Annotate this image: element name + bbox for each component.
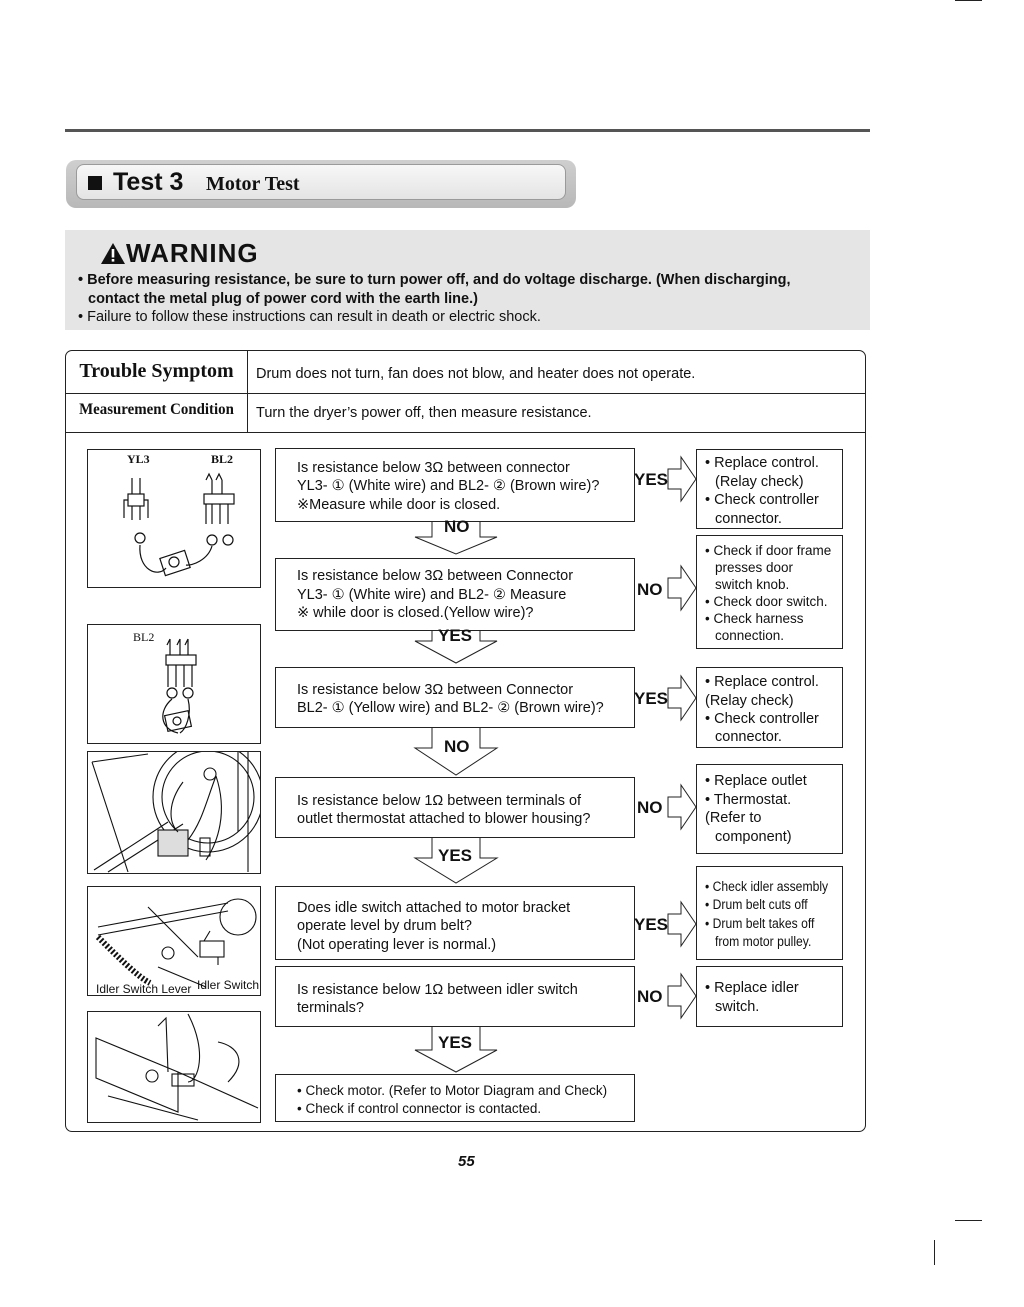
question-4-line-2: outlet thermostat attached to blower housing? — [297, 811, 591, 827]
yl3-label: YL3 — [127, 452, 150, 466]
result-4-line-2: • Thermostat. — [705, 792, 792, 808]
question-2-line-1: Is resistance below 3Ω between Connector — [297, 568, 574, 584]
result-1-line-3: • Check controller — [705, 492, 819, 508]
question-6-line-2: terminals? — [297, 1000, 364, 1016]
question-5-line-1: Does idle switch attached to motor bracket — [297, 900, 571, 916]
warning-title-text: WARNING — [126, 238, 259, 268]
answer-yes: YES — [438, 1033, 473, 1052]
idler-switch-label: Idler Switch — [197, 978, 260, 992]
question-1-line-2: YL3- ① (White wire) and BL2- ② (Brown wire)? — [297, 478, 600, 494]
result-4-line-1: • Replace outlet — [705, 773, 807, 789]
warning-line-1: • Before measuring resistance, be sure to turn power off, and do voltage discharge. (When discharging, — [78, 272, 791, 288]
measurement-condition-value: Turn the dryer’s power off, then measure resistance. — [256, 405, 592, 421]
page-number: 55 — [458, 1153, 475, 1170]
question-2-line-2: YL3- ① (White wire) and BL2- ② Measure — [297, 587, 567, 603]
answer-no: NO — [637, 798, 663, 817]
result-5-line-2: • Drum belt cuts off — [705, 897, 808, 912]
right-arrow-icon — [668, 785, 696, 829]
measurement-condition-label: Measurement Condition — [79, 401, 234, 418]
answer-no: NO — [444, 737, 470, 756]
trouble-symptom-value: Drum does not turn, fan does not blow, and heater does not operate. — [256, 366, 696, 382]
answer-yes: YES — [438, 626, 473, 645]
question-1-line-1: Is resistance below 3Ω between connector — [297, 460, 570, 476]
answer-yes: YES — [438, 846, 473, 865]
question-3-line-1: Is resistance below 3Ω between Connector — [297, 682, 574, 698]
trouble-symptom-label: Trouble Symptom — [79, 360, 234, 382]
result-4-line-3: (Refer to — [705, 810, 762, 826]
question-4-line-1: Is resistance below 1Ω between terminals of — [297, 793, 582, 809]
right-arrow-icon — [668, 457, 696, 501]
answer-no: NO — [444, 517, 470, 536]
result-2-line-5: • Check harness — [705, 611, 804, 626]
final-action-line-2: • Check if control connector is contacted. — [297, 1101, 542, 1116]
result-6-line-1: • Replace idler — [705, 980, 799, 996]
result-1-line-1: • Replace control. — [705, 455, 819, 471]
right-arrow-icon — [668, 974, 696, 1018]
warning-line-3: • Failure to follow these instructions can result in death or electric shock. — [78, 309, 541, 325]
test-name: Motor Test — [206, 173, 300, 195]
question-2-line-3: ※ while door is closed.(Yellow wire)? — [297, 605, 534, 621]
result-2-line-3: switch knob. — [715, 577, 790, 592]
result-5-line-3: • Drum belt takes off — [705, 916, 815, 931]
question-6-line-1: Is resistance below 1Ω between idler switch — [297, 982, 578, 998]
result-3-line-2: (Relay check) — [705, 693, 794, 709]
answer-yes: YES — [634, 689, 669, 708]
answer-no: NO — [637, 580, 663, 599]
bl2-label: BL2 — [211, 452, 234, 466]
final-action-line-1: • Check motor. (Refer to Motor Diagram and Check) — [297, 1083, 608, 1098]
question-5-line-2: operate level by drum belt? — [297, 918, 472, 934]
result-1-line-4: connector. — [715, 511, 782, 527]
answer-yes: YES — [634, 470, 669, 489]
bl2-label: BL2 — [133, 630, 155, 644]
result-2-line-2: presses door — [715, 560, 794, 575]
result-5-line-4: from motor pulley. — [715, 934, 812, 949]
result-2-line-1: • Check if door frame — [705, 543, 832, 558]
answer-no: NO — [637, 987, 663, 1006]
right-arrow-icon — [668, 566, 696, 610]
result-2-line-4: • Check door switch. — [705, 594, 828, 609]
answer-yes: YES — [634, 915, 669, 934]
result-3-line-3: • Check controller — [705, 711, 819, 727]
question-3-line-2: BL2- ① (Yellow wire) and BL2- ② (Brown wire)? — [297, 700, 604, 716]
result-4-line-4: component) — [715, 829, 792, 845]
warning-line-2: contact the metal plug of power cord with the earth line.) — [88, 291, 478, 307]
result-5-line-1: • Check idler assembly — [705, 879, 829, 894]
test-number: Test 3 — [113, 168, 184, 196]
result-2-line-6: connection. — [715, 628, 785, 643]
result-1-line-2: (Relay check) — [715, 474, 804, 490]
question-5-line-3: (Not operating lever is normal.) — [297, 937, 497, 953]
right-arrow-icon — [668, 676, 696, 720]
right-arrow-icon — [668, 902, 696, 946]
result-3-line-4: connector. — [715, 729, 782, 745]
idler-switch-lever-label: Idler Switch Lever — [96, 982, 192, 996]
result-3-line-1: • Replace control. — [705, 674, 819, 690]
result-6-line-2: switch. — [715, 999, 760, 1015]
question-1-line-3: ※Measure while door is closed. — [297, 497, 501, 513]
